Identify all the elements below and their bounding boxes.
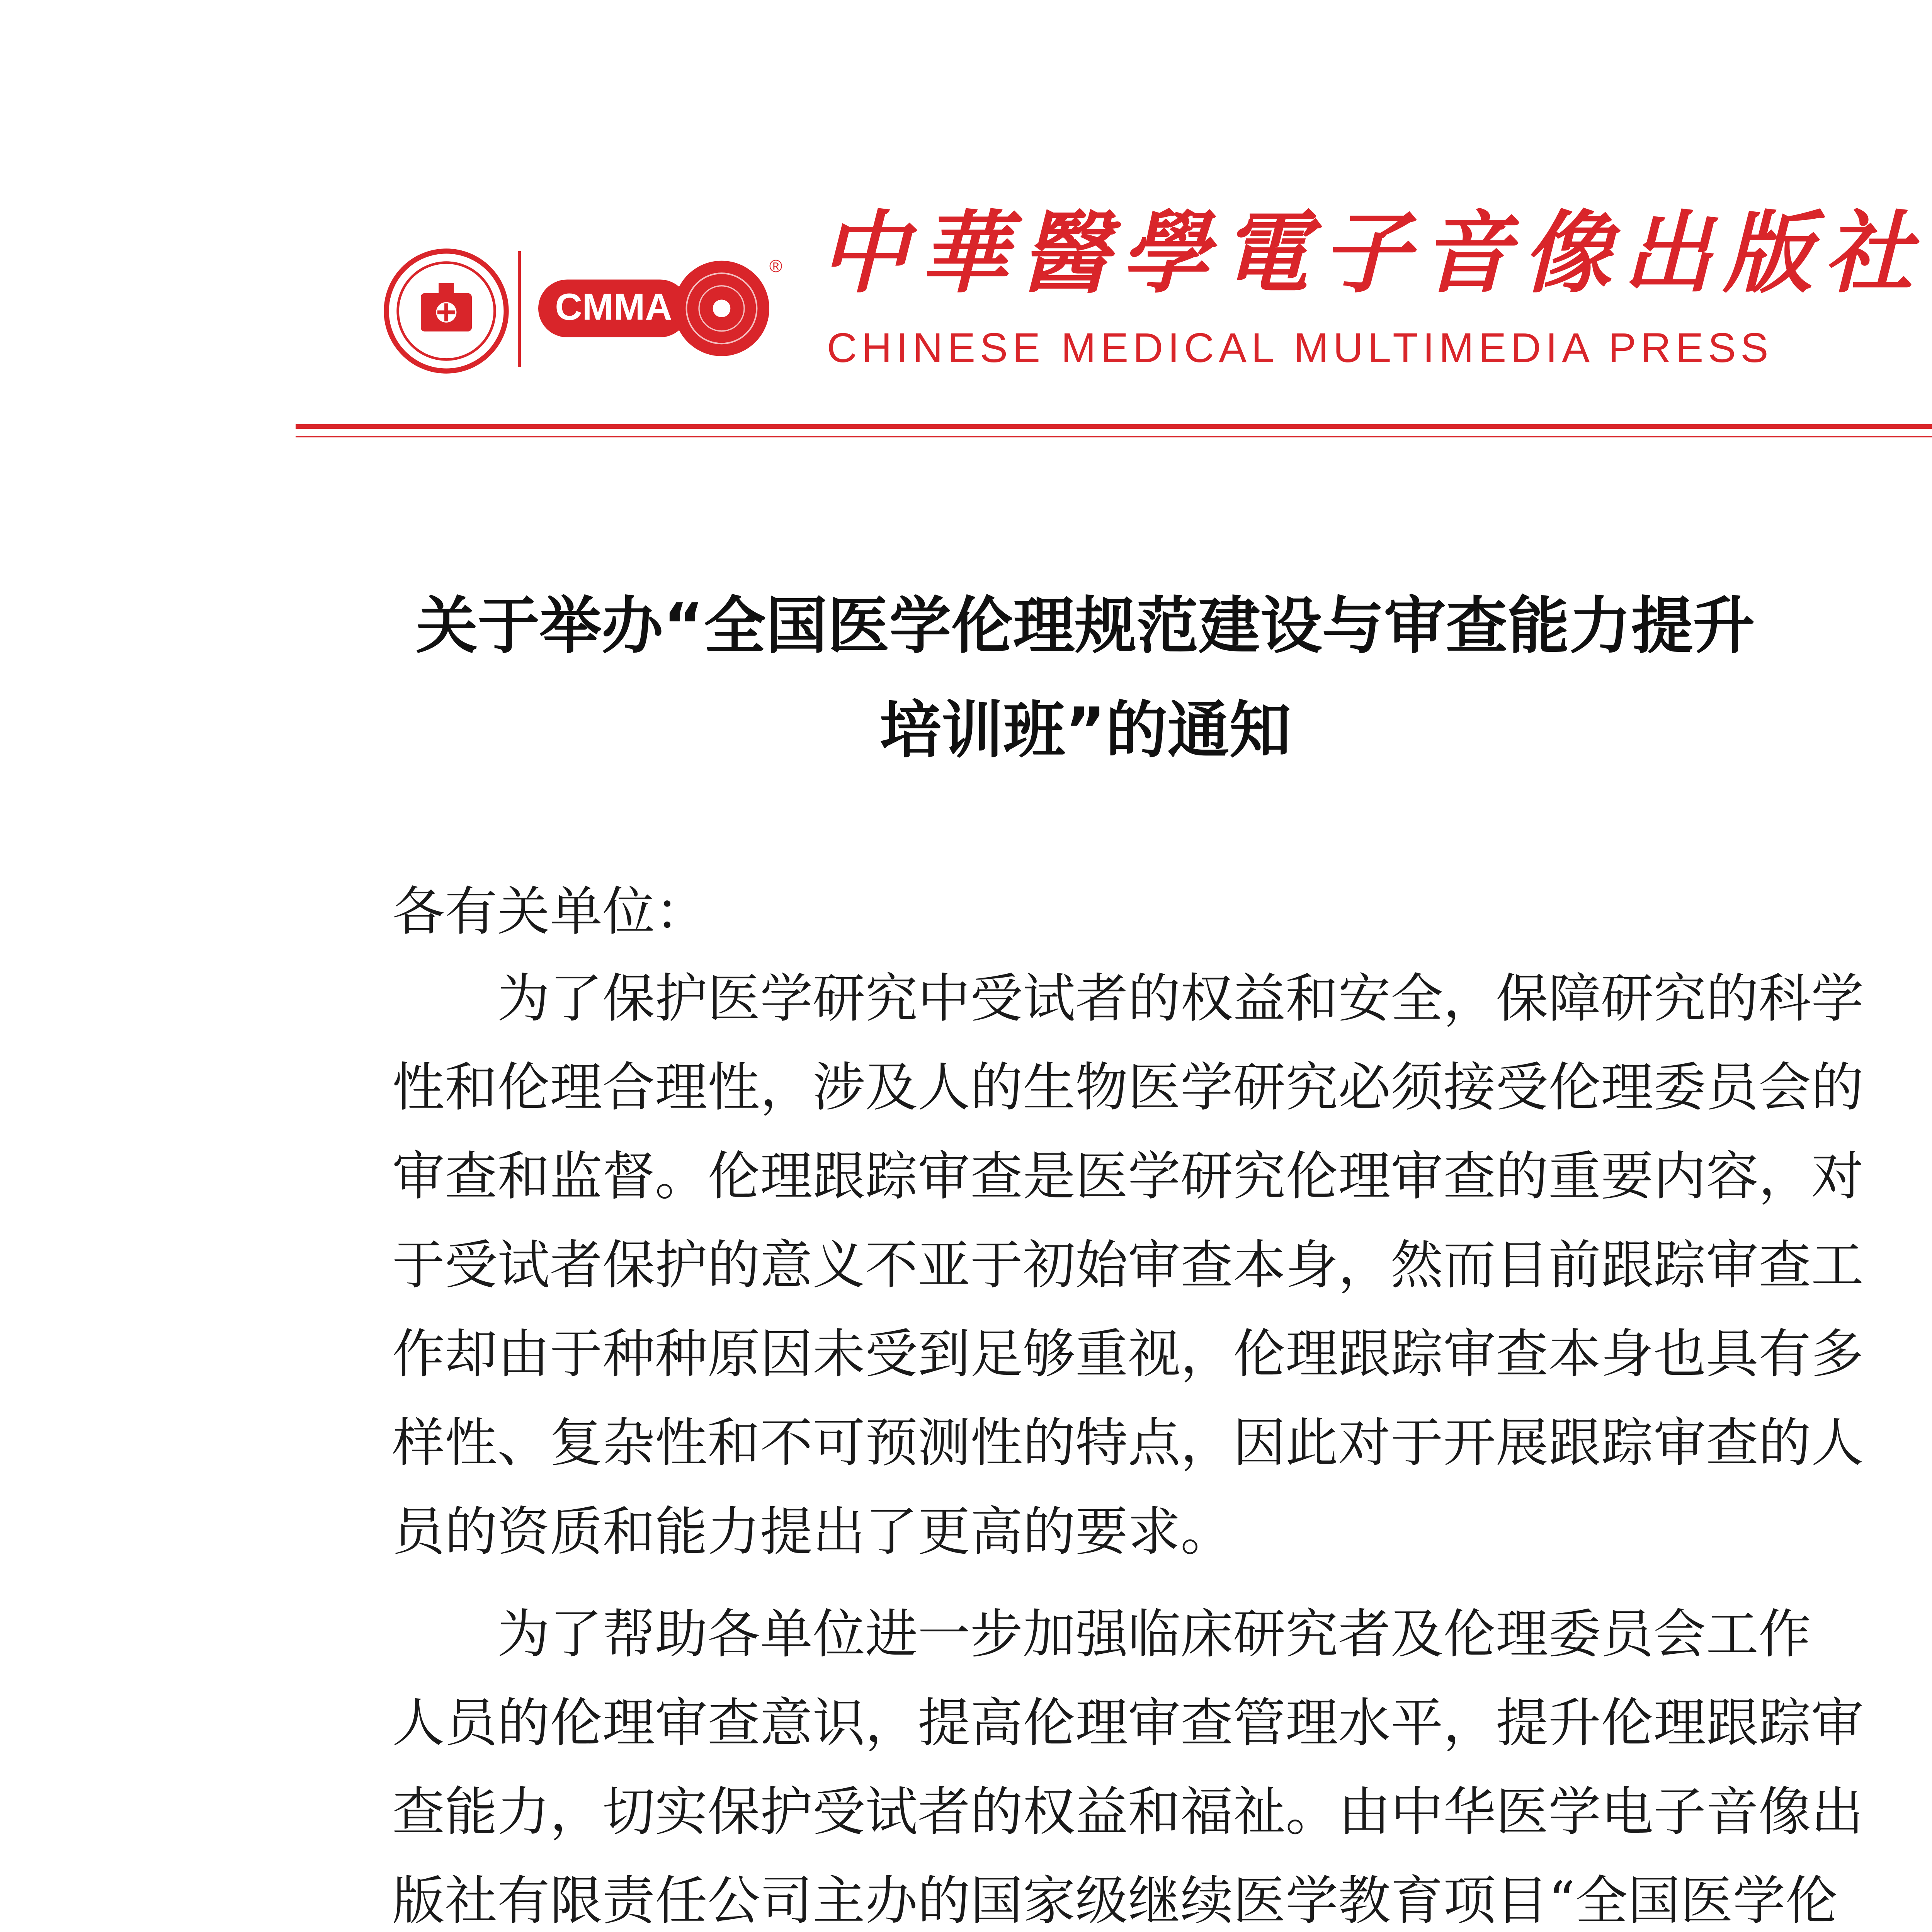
body-line: 员的资质和能力提出了更高的要求。 <box>392 1502 1233 1563</box>
header-rule-thick <box>296 424 1932 429</box>
body-line: 审查和监督。伦理跟踪审查是医学研究伦理审查的重要内容，对 <box>392 1146 1864 1207</box>
letterhead-divider <box>518 251 521 367</box>
chinese-medical-association-emblem-icon <box>383 247 510 375</box>
registered-mark: ® <box>769 256 782 276</box>
cmma-disc-logo-icon <box>533 249 784 365</box>
body-line: 于受试者保护的意义不亚于初始审查本身，然而目前跟踪审查工 <box>392 1235 1864 1296</box>
body-line: 为了帮助各单位进一步加强临床研究者及伦理委员会工作 <box>392 1604 1811 1665</box>
body-line: 查能力，切实保护受试者的权益和福祉。由中华医学电子音像出 <box>392 1782 1864 1843</box>
header-rule-thin <box>296 436 1932 437</box>
body-line: 样性、复杂性和不可预测性的特点，因此对于开展跟踪审查的人 <box>392 1413 1864 1474</box>
logo-text: CMMA <box>555 286 672 328</box>
body-line: 作却由于种种原因未受到足够重视，伦理跟踪审查本身也具有多 <box>392 1324 1864 1385</box>
notice-title-line-1: 关于举办“全国医学伦理规范建设与审查能力提升 <box>416 590 1755 662</box>
body-line: 为了保护医学研究中受试者的权益和安全，保障研究的科学 <box>392 968 1864 1029</box>
body-line: 版社有限责任公司主办的国家级继续医学教育项目“全国医学伦 <box>392 1871 1838 1932</box>
publisher-name-en: CHINESE MEDICAL MULTIMEDIA PRESS <box>827 324 1773 371</box>
publisher-name-cn: 中華醫學電子音像出版社 <box>819 201 1924 305</box>
body-line: 人员的伦理审查意识，提高伦理审查管理水平，提升伦理跟踪审 <box>392 1693 1864 1754</box>
body-line: 性和伦理合理性，涉及人的生物医学研究必须接受伦理委员会的 <box>392 1057 1864 1118</box>
salutation: 各有关单位： <box>392 881 707 942</box>
notice-title-line-2: 培训班”的通知 <box>879 694 1291 766</box>
